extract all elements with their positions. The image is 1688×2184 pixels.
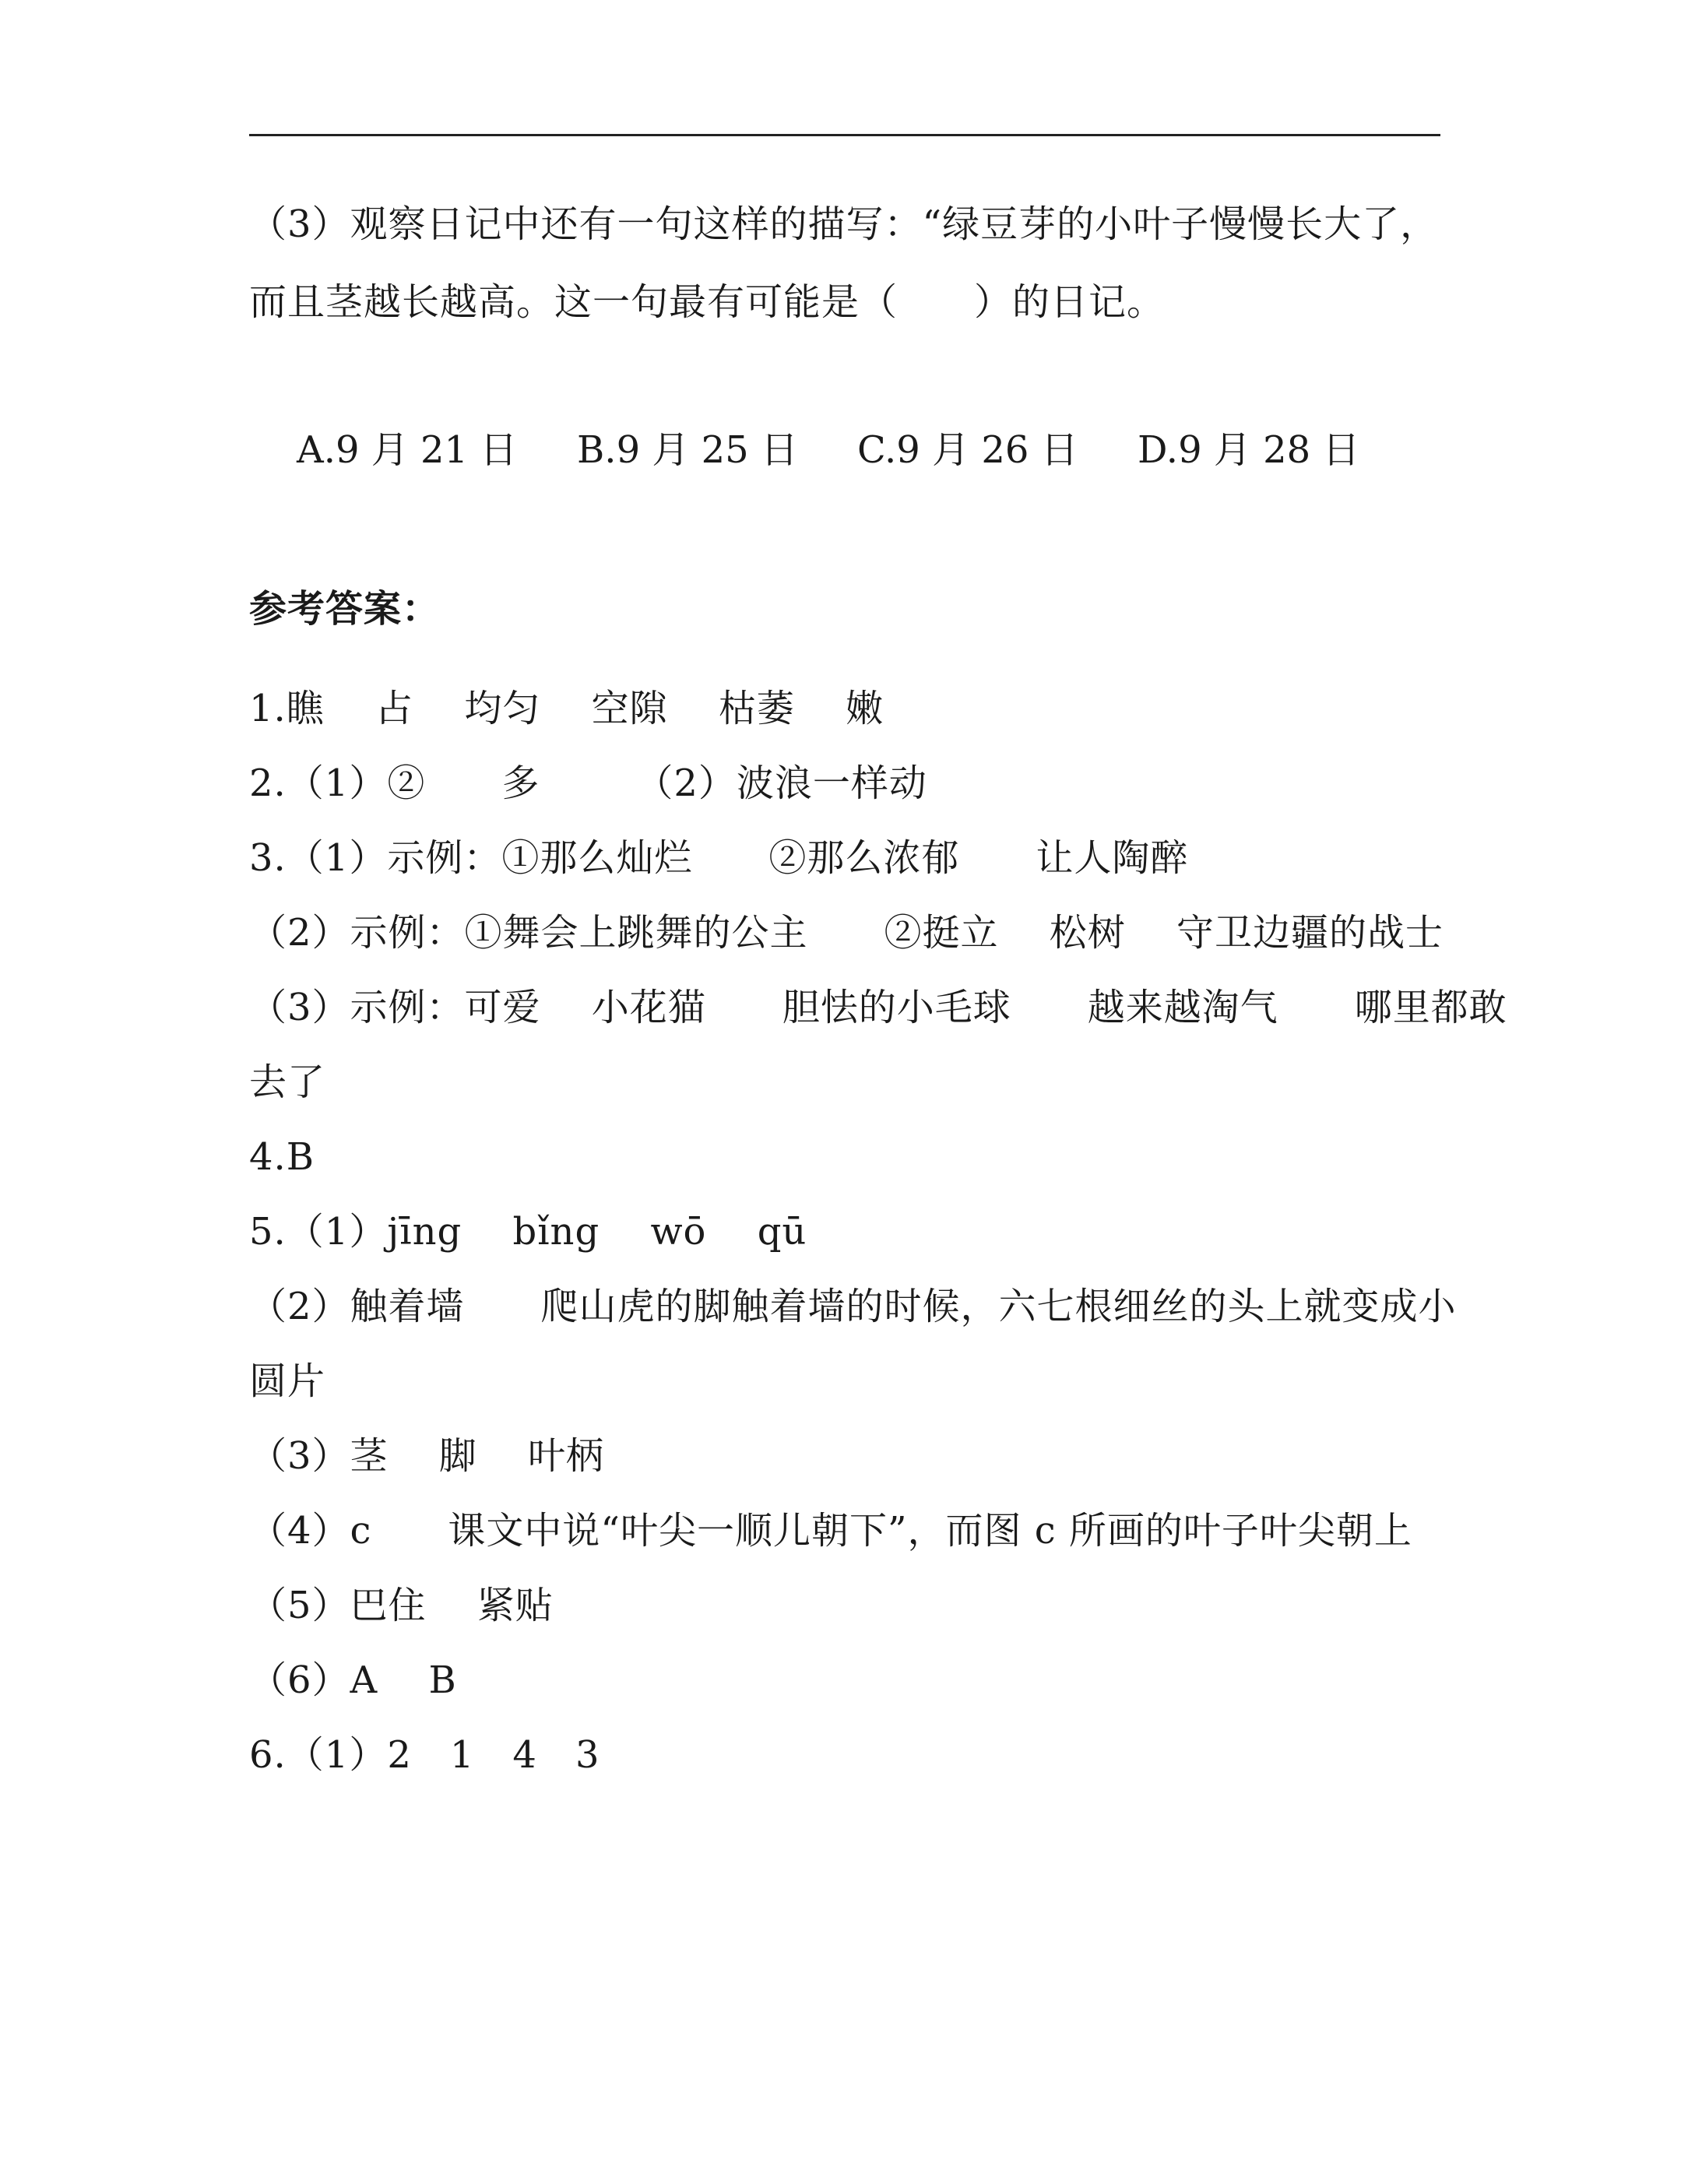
answer-line: （6）A B [249,1658,457,1702]
option-c: C.9 月 26 日 [857,428,1078,472]
answer-line: 1.瞧 占 均匀 空隙 枯萎 嫩 [249,687,884,730]
question-line-2: 而且茎越长越高。这一句最有可能是（ ）的日记。 [249,280,1166,324]
option-a: A.9 月 21 日 [297,428,518,472]
answer-line: 圆片 [249,1359,326,1403]
answer-line: （4）c 课文中说“叶尖一顺儿朝下”，而图 c 所画的叶子叶尖朝上 [249,1509,1412,1553]
question-line-1: （3）观察日记中还有一句这样的描写：“绿豆芽的小叶子慢慢长大了， [249,202,1439,246]
answer-line: 2.（1）② 多 （2）波浪一样动 [249,761,927,805]
answer-line: （2）触着墙 爬山虎的脚触着墙的时候，六七根细丝的头上就变成小 [249,1285,1457,1328]
answer-options [249,380,1418,520]
answer-line: 去了 [249,1060,326,1104]
answer-line: （3）示例：可爱 小花猫 胆怯的小毛球 越来越淘气 哪里都敢 [249,986,1507,1029]
answer-line: 3.（1）示例：①那么灿烂 ②那么浓郁 让人陶醉 [249,836,1189,880]
option-d: D.9 月 28 日 [1138,428,1360,472]
option-b: B.9 月 25 日 [577,428,798,472]
answer-line: （3）茎 脚 叶柄 [249,1434,605,1478]
answer-line: 6.（1）2 1 4 3 [249,1733,600,1777]
answers-heading: 参考答案： [249,587,441,631]
answer-line: 5.（1）jīng bǐng wō qū [249,1210,807,1254]
answer-line: 4.B [249,1135,315,1179]
header-rule [249,134,1440,136]
answer-line: （2）示例：①舞会上跳舞的公主 ②挺立 松树 守卫边疆的战士 [249,911,1444,955]
answer-line: （5）巴住 紧贴 [249,1584,554,1627]
